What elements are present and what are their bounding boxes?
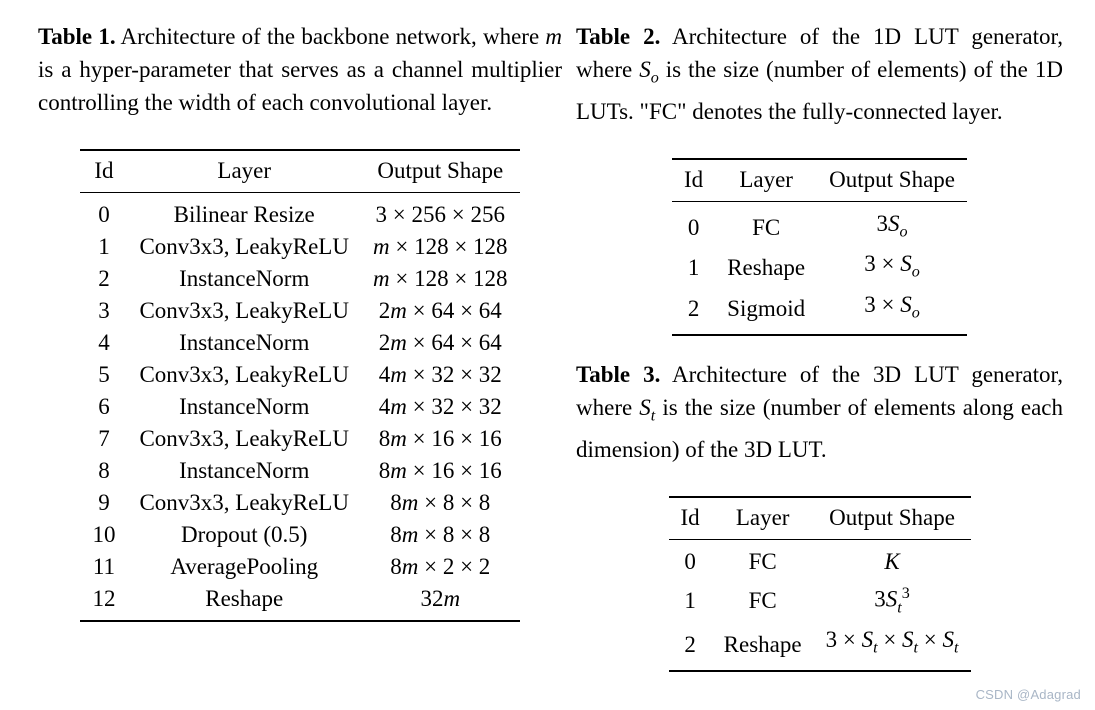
cell-output-shape: $3 \times S_t \times S_t \times S_t$ [825, 627, 959, 657]
cell-id: 3 [98, 298, 110, 323]
csdn-watermark: CSDN @Adagrad [975, 687, 1081, 702]
table-row [80, 295, 519, 327]
table-row [80, 455, 519, 487]
cell-output-shape: m × 128 × 128 [372, 266, 508, 291]
table-row [672, 201, 967, 248]
cell-output-shape: $3S_t^3$ [874, 584, 910, 617]
cell-id: 1 [687, 255, 700, 281]
table1-body [80, 193, 519, 622]
cell-id: 1 [98, 234, 110, 259]
cell-layer: FC [748, 588, 777, 614]
cell-id: 2 [98, 266, 110, 291]
cell-layer: Conv3x3, LeakyReLU [139, 490, 349, 515]
cell-id: 2 [684, 631, 696, 657]
cell-id: 4 [98, 330, 110, 355]
table1-header [80, 150, 519, 193]
table-row [80, 551, 519, 583]
table3-caption-text: Architecture of the 3D LUT generator, where $S_t$ is the size (number of elements along each dimension) of the 3D LUT. [576, 362, 1064, 462]
cell-output-shape: $3 \times S_o$ [864, 291, 920, 322]
table-row [80, 359, 519, 391]
table-header-row [669, 497, 971, 540]
cell-id: 7 [98, 426, 110, 451]
cell-layer: Reshape [205, 586, 284, 611]
cell-layer: InstanceNorm [179, 458, 310, 483]
table2-1d-lut-generator [672, 158, 967, 337]
table1-backbone-architecture [80, 149, 519, 622]
column-header-layer: Layer [712, 497, 814, 540]
cell-layer: Dropout (0.5) [180, 522, 308, 547]
table1-caption-text: Architecture of the backbone network, where m is a hyper-parameter that serves as a channel multiplier controlling the width of each convolutional layer. [38, 24, 562, 115]
table-row [672, 248, 967, 289]
cell-layer: Bilinear Resize [173, 202, 315, 227]
column-header-output-shape: Output Shape [817, 159, 967, 202]
column-header-id: Id [672, 159, 715, 202]
table3-caption [576, 358, 1063, 466]
cell-output-shape: 3 × 256 × 256 [375, 202, 505, 227]
column-header-id: Id [669, 497, 712, 540]
cell-output-shape: $3S_o$ [876, 210, 908, 241]
table-row [80, 231, 519, 263]
left-column [38, 20, 562, 622]
table-row [669, 539, 971, 578]
table-row [669, 578, 971, 624]
cell-layer: Conv3x3, LeakyReLU [139, 234, 349, 259]
table2-caption-text: Architecture of the 1D LUT generator, where $S_o$ is the size (number of elements) of the 1D LUTs. "FC" denotes the fully-connected layer. [576, 24, 1064, 124]
column-header-layer: Layer [715, 159, 817, 202]
cell-id: 1 [684, 588, 696, 614]
cell-id: 6 [98, 394, 110, 419]
cell-id: 0 [98, 202, 110, 227]
cell-layer: FC [752, 214, 781, 240]
cell-id: 11 [92, 554, 116, 579]
column-header-layer: Layer [127, 150, 361, 193]
table-header-row [80, 150, 519, 193]
table1-caption [38, 20, 562, 119]
table-row [80, 519, 519, 551]
cell-id: 2 [687, 296, 700, 322]
cell-id: 10 [92, 522, 116, 547]
table2-header [672, 159, 967, 202]
cell-layer: AveragePooling [170, 554, 319, 579]
table2-caption [576, 20, 1063, 128]
table-row [80, 583, 519, 621]
cell-output-shape: 32m [420, 586, 461, 611]
cell-output-shape: m × 128 × 128 [372, 234, 508, 259]
cell-output-shape: $3 \times S_o$ [864, 251, 920, 281]
table-row [80, 423, 519, 455]
table-header-row [672, 159, 967, 202]
table3-header [669, 497, 971, 540]
cell-layer: InstanceNorm [179, 266, 310, 291]
cell-output-shape: K [884, 548, 900, 574]
cell-output-shape: 8m × 2 × 2 [390, 554, 491, 579]
table3-3d-lut-generator [669, 496, 971, 672]
cell-output-shape: 8m × 8 × 8 [390, 490, 491, 515]
cell-layer: FC [748, 548, 777, 574]
table-row [80, 487, 519, 519]
cell-output-shape: 8m × 16 × 16 [378, 458, 502, 483]
table-row [80, 327, 519, 359]
table2-caption-label: Table 2. [576, 24, 661, 49]
column-header-output-shape: Output Shape [361, 150, 520, 193]
cell-layer: InstanceNorm [179, 394, 310, 419]
column-header-output-shape: Output Shape [814, 497, 971, 540]
cell-layer: Conv3x3, LeakyReLU [139, 298, 349, 323]
cell-output-shape: 2m × 64 × 64 [378, 330, 502, 355]
right-column [576, 20, 1063, 672]
cell-id: 0 [687, 214, 700, 240]
cell-layer: Conv3x3, LeakyReLU [139, 426, 349, 451]
table-row [672, 289, 967, 336]
cell-id: 5 [98, 362, 110, 387]
table3-body [669, 539, 971, 670]
cell-id: 8 [98, 458, 110, 483]
table3-caption-label: Table 3. [576, 362, 661, 388]
table-row [80, 193, 519, 232]
cell-output-shape: 8m × 16 × 16 [378, 426, 502, 451]
cell-id: 0 [684, 548, 696, 574]
cell-layer: Reshape [727, 255, 806, 281]
cell-output-shape: 2m × 64 × 64 [378, 298, 502, 323]
cell-output-shape: 4m × 32 × 32 [378, 362, 502, 387]
cell-output-shape: 4m × 32 × 32 [378, 394, 502, 419]
cell-output-shape: 8m × 8 × 8 [390, 522, 491, 547]
table-row [669, 624, 971, 671]
cell-layer: Sigmoid [727, 296, 806, 322]
cell-layer: Conv3x3, LeakyReLU [139, 362, 349, 387]
cell-layer: Reshape [723, 631, 802, 657]
table2-body [672, 201, 967, 335]
column-header-id: Id [80, 150, 127, 193]
cell-id: 9 [98, 490, 110, 515]
cell-id: 12 [92, 586, 116, 611]
table-row [80, 263, 519, 295]
cell-layer: InstanceNorm [179, 330, 310, 355]
table1-caption-label: Table 1. [38, 24, 116, 49]
table-row [80, 391, 519, 423]
